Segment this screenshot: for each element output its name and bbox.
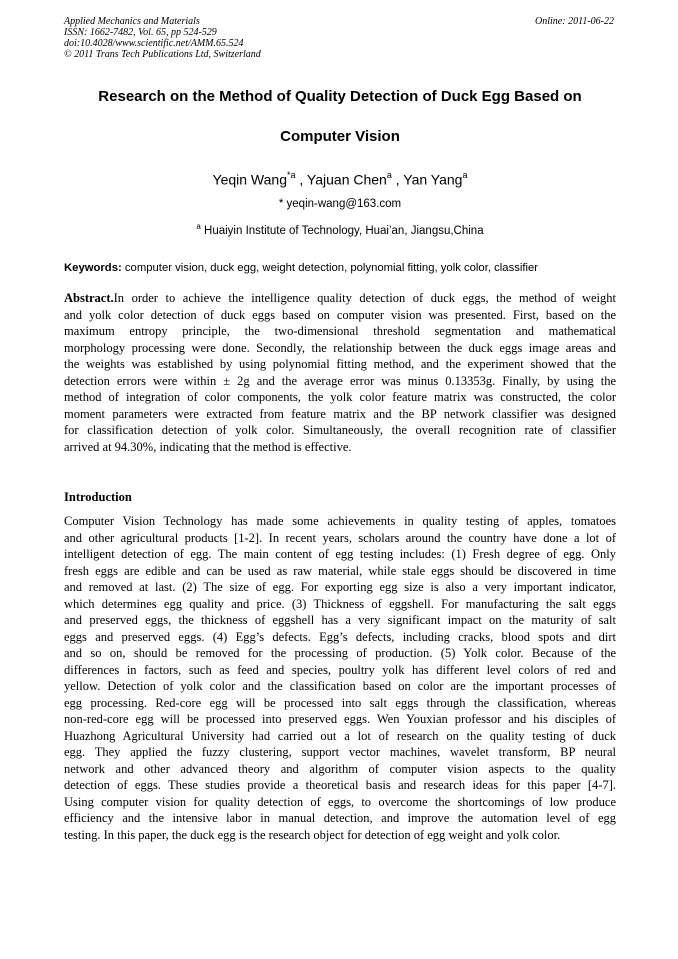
corresponding-email: * yeqin-wang@163.com <box>278 198 402 210</box>
section-heading-introduction: Introduction <box>64 490 132 504</box>
intro-line: non-red-core egg will be processed into preserved eggs. Wen Youxian professor and his disciples of <box>64 712 616 726</box>
journal-name: Applied Mechanics and Materials <box>64 16 200 27</box>
introduction-body <box>64 513 616 843</box>
author-name: Yeqin Wang <box>212 171 287 188</box>
intro-line: Huazhong Agricultural University had carried out a lot of research on the quality testing of duck <box>64 728 616 743</box>
journal-header <box>64 16 261 60</box>
abstract-line: morphology processing were done. Secondly, the relationship between the duck eggs image areas and <box>64 340 616 355</box>
abstract-line: maximum entropy principle, the two-dimensional threshold segmentation and mathematical <box>64 324 616 338</box>
abstract-line: moment parameters were extracted from feature matrix and the BP network classifier was designed <box>64 406 616 421</box>
abstract <box>64 290 616 455</box>
keywords <box>64 261 616 275</box>
author-separator: , <box>295 171 307 188</box>
intro-line: fresh eggs are edible and can be used as raw material, while stale eggs should be discovered in time <box>64 563 616 578</box>
intro-line: and preserved eggs, the thickness of eggshell has a very significant impact on the maturity of salt <box>64 613 616 627</box>
keywords-text: computer vision, duck egg, weight detection, polynomial fitting, yolk color, classifier <box>121 262 539 274</box>
abstract-line: detection errors were within ± 2g and the average error was minus 0.13353g. Finally, by using the <box>64 373 616 388</box>
abstract-line: arrived at 94.30%, indicating that the method is effective. <box>64 439 352 454</box>
intro-line: eggs and preserved eggs. (4) Egg’s defects. Egg’s defects, including cracks, blood spots and dirt <box>64 629 616 644</box>
author-mark: a <box>462 170 468 180</box>
abstract-line <box>64 290 616 307</box>
intro-line: Using computer vision for quality detection of eggs, to overcome the shortcomings of low produce <box>64 794 616 809</box>
intro-line: efficiency and the intensive labor in manual detection, and improve the automation level of egg <box>64 811 616 825</box>
abstract-line: the weights was established by using polynomial fitting method, and the experiment showed that the <box>64 357 616 371</box>
journal-doi: doi:10.4028/www.scientific.net/AMM.65.524 <box>64 38 244 49</box>
keywords-label: Keywords: <box>64 262 122 274</box>
author-name: Yan Yang <box>403 171 463 188</box>
author-mark: a <box>386 170 392 180</box>
author-name: Yajuan Chen <box>306 171 387 188</box>
intro-line: and other agricultural products [1-2]. In recent years, scholars around the country have done a lot of <box>64 530 616 545</box>
journal-copyright: © 2011 Trans Tech Publications Ltd, Switzerland <box>64 49 261 60</box>
intro-line: Computer Vision Technology has made some achievements in quality testing of apples, tomatoes <box>64 514 616 528</box>
intro-line: egg. They applied the fuzzy clustering, support vector machines, wavelet transform, BP neural <box>64 745 616 759</box>
affiliation-text: Huaiyin Institute of Technology, Huai’an, Jiangsu,China <box>200 224 484 237</box>
title-line: Research on the Method of Quality Detection of Duck Egg Based on <box>98 88 582 105</box>
intro-line: testing. In this paper, the duck egg is the research object for detection of egg weight and yolk color. <box>64 827 561 842</box>
intro-line: network and other advanced theory and algorithm of computer vision aspects to the quality <box>64 761 616 776</box>
journal-issn: ISSN: 1662-7482, Vol. 65, pp 524-529 <box>64 27 217 38</box>
affiliation-mark: a <box>196 222 201 231</box>
intro-line: differences in factors, such as feed and species, poultry yolk has different level colors of red and <box>64 662 616 677</box>
intro-line: yellow. Detection of yolk color and the classification based on color are the important processes of <box>64 679 616 693</box>
intro-line: intelligent detection of egg. The main content of egg testing includes: (1) Fresh degree of egg. Only <box>64 547 616 561</box>
author-separator: , <box>391 171 404 188</box>
intro-line: which determines egg quality and price. (3) Thickness of eggshell. For manufacturing the salt eggs <box>64 596 616 611</box>
intro-line: and removed at last. (2) The size of egg. For exporting egg size is also a very important indicator, <box>64 580 616 594</box>
title-line: Computer Vision <box>280 128 400 145</box>
abstract-line: for classification detection of yolk color. Simultaneously, the overall recognition rate of classifier <box>64 423 616 437</box>
abstract-text: In order to achieve the intelligence quality detection of duck eggs, the method of weight <box>113 291 616 305</box>
paper-title <box>64 87 616 147</box>
author-list <box>64 167 616 189</box>
abstract-line: and yolk color detection of duck eggs based on computer vision was presented. First, based on the <box>64 307 616 322</box>
abstract-label: Abstract. <box>64 291 114 305</box>
author-mark: *a <box>286 170 296 180</box>
intro-line: and so on, should be removed for the processing of production. (5) Yolk color. Because of the <box>64 646 616 660</box>
intro-line: egg processing. Red-core egg will be processed into salt eggs through the classification, whereas <box>64 695 616 710</box>
online-date: Online: 2011-06-22 <box>535 16 614 27</box>
intro-line: detection of eggs. These studies provide a theoretical basis and research ideas for this paper [4-7]. <box>64 778 616 792</box>
abstract-line: method of integration of color components, the yolk color feature matrix was constructed, the color <box>64 390 616 404</box>
affiliation <box>64 220 616 238</box>
